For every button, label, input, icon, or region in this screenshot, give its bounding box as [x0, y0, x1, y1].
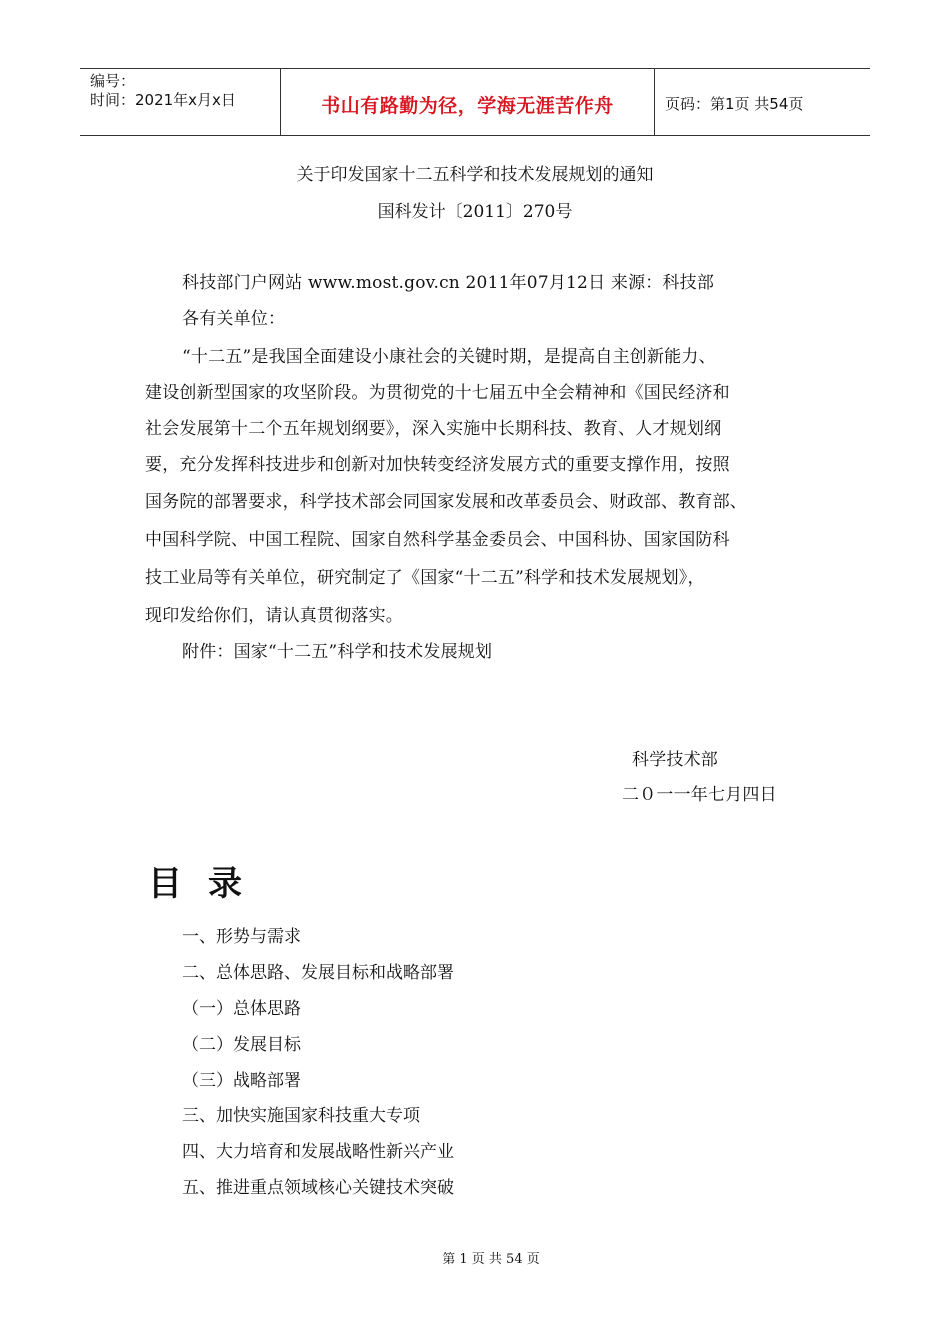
document-number: 国科发计〔2011〕270号 — [377, 202, 573, 222]
body-line: 要，充分发挥科技进步和创新对加快转变经济发展方式的重要支撑作用，按照 — [145, 455, 730, 475]
signature-date: 二０一一年七月四日 — [622, 785, 777, 805]
header-page-cell — [655, 69, 870, 135]
attachment-line: 附件：国家“十二五”科学和技术发展规划 — [182, 642, 493, 662]
source-line: 科技部门户网站 www.most.gov.cn 2011年07月12日 来源：科技部 — [182, 273, 715, 293]
toc-item: 五、推进重点领域核心关键技术突破 — [182, 1178, 454, 1198]
body-line: 社会发展第十二个五年规划纲要》，深入实施中长期科技、教育、人才规划纲 — [145, 419, 722, 439]
toc-item: 四、大力培育和发展战略性新兴产业 — [182, 1142, 454, 1162]
toc-item: 一、形势与需求 — [182, 927, 301, 947]
signature-org: 科学技术部 — [632, 750, 718, 770]
toc-item: （二）发展目标 — [182, 1035, 301, 1055]
toc-heading: 目录 — [148, 864, 268, 904]
header-time-label: 时间：2021年x月x日 — [90, 91, 236, 109]
salutation: 各有关单位： — [182, 309, 286, 329]
header-info-cell — [80, 69, 281, 135]
toc-item: （一）总体思路 — [182, 999, 301, 1019]
header-motto: 书山有路勤为径，学海无涯苦作舟 — [321, 94, 614, 117]
body-line: 国务院的部署要求，科学技术部会同国家发展和改革委员会、财政部、教育部、 — [145, 492, 747, 512]
page-footer: 第 1 页 共 54 页 — [442, 1252, 540, 1267]
toc-item: 二、总体思路、发展目标和战略部署 — [182, 963, 454, 983]
body-line: 建设创新型国家的攻坚阶段。为贯彻党的十七届五中全会精神和《国民经济和 — [145, 383, 730, 403]
header-motto-cell — [281, 69, 655, 135]
toc-item: 三、加快实施国家科技重大专项 — [182, 1106, 420, 1126]
header-table — [80, 68, 870, 136]
document-title: 关于印发国家十二五科学和技术发展规划的通知 — [296, 165, 654, 185]
body-line: 现印发给你们，请认真贯彻落实。 — [145, 606, 403, 626]
toc-item: （三）战略部署 — [182, 1071, 301, 1091]
header-page-label: 页码：第1页 共54页 — [665, 94, 804, 113]
body-line: 中国科学院、中国工程院、国家自然科学基金委员会、中国科协、国家国防科 — [145, 530, 730, 550]
header-number-label: 编号： — [90, 72, 136, 90]
body-line: “十二五”是我国全面建设小康社会的关键时期，是提高自主创新能力、 — [182, 347, 716, 367]
body-line: 技工业局等有关单位，研究制定了《国家“十二五”科学和技术发展规划》， — [145, 568, 705, 588]
